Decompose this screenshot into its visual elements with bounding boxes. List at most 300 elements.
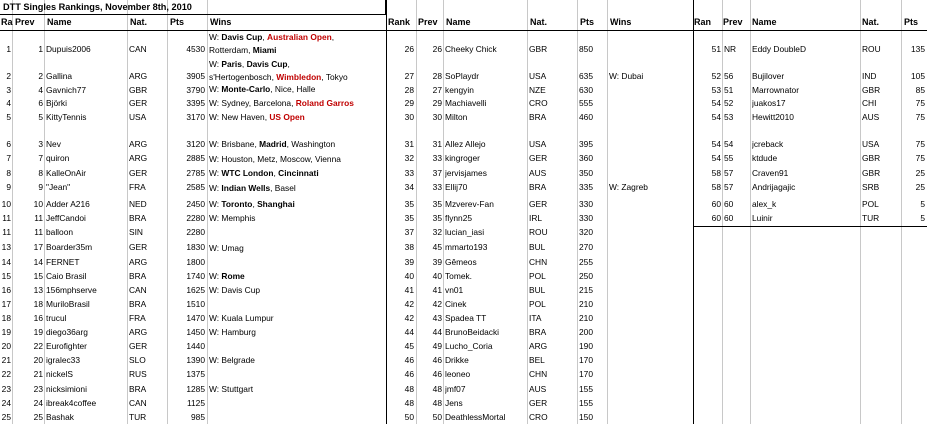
wins-segment: W: Kuala Lumpur — [209, 313, 274, 323]
points: 170 — [579, 369, 593, 379]
nationality: GER — [529, 398, 548, 408]
nationality: AUS — [862, 112, 880, 122]
rank-cell: 3 — [6, 85, 11, 95]
table-row — [386, 368, 693, 383]
rank-cell: 37 — [404, 227, 414, 237]
player-name: Luinir — [752, 213, 773, 223]
prev-cell: 40 — [432, 271, 442, 281]
wins-cell — [209, 270, 385, 283]
rank-cell: 44 — [404, 327, 414, 337]
nationality: CHN — [529, 257, 548, 267]
prev-cell: 7 — [38, 153, 43, 163]
wins-segment: W: Brisbane, — [209, 139, 260, 149]
block1-header-nat: Nat. — [130, 17, 148, 27]
wins-cell — [209, 97, 385, 110]
points: 555 — [579, 98, 593, 108]
points: 3905 — [186, 71, 205, 81]
player-name: Spadea TT — [445, 313, 487, 323]
prev-cell: 14 — [33, 257, 43, 267]
wins-segment: , — [262, 32, 268, 42]
player-name: Ellij70 — [445, 182, 468, 192]
wins-cell — [209, 83, 385, 96]
points: 215 — [579, 285, 593, 295]
points: 460 — [579, 112, 593, 122]
points: 210 — [579, 299, 593, 309]
nationality: CHN — [529, 369, 548, 379]
player-name: Andrijagajic — [752, 182, 796, 192]
nationality: FRA — [129, 313, 146, 323]
nationality: GER — [529, 153, 548, 163]
points: 1800 — [186, 257, 205, 267]
player-name: DeathlessMortal — [445, 412, 506, 422]
nationality: GBR — [862, 153, 881, 163]
player-name: trucul — [46, 313, 67, 323]
nationality: GER — [529, 199, 548, 209]
prev-cell: 60 — [724, 213, 734, 223]
rank-cell: 28 — [404, 85, 414, 95]
wins-segment: W: Hamburg — [209, 327, 256, 337]
wins-cell — [209, 44, 385, 57]
table-row — [0, 397, 386, 411]
table-row — [0, 196, 386, 212]
points: 25 — [915, 182, 925, 192]
player-name: quiron — [46, 153, 70, 163]
player-name: Lucho_Coria — [445, 341, 493, 351]
points: 3170 — [186, 112, 205, 122]
table-row — [0, 167, 386, 181]
wins-segment: Rotterdam, — [209, 45, 253, 55]
nationality: GER — [129, 98, 148, 108]
prev-cell: 46 — [432, 369, 442, 379]
nationality: GBR — [129, 85, 148, 95]
table-row — [0, 284, 386, 298]
player-name: ktdude — [752, 153, 778, 163]
wins-segment: W: Belgrade — [209, 355, 255, 365]
table-row — [386, 284, 693, 298]
rank-cell: 32 — [404, 153, 414, 163]
prev-cell: 33 — [432, 153, 442, 163]
player-name: kingroger — [445, 153, 480, 163]
prev-cell: 43 — [432, 313, 442, 323]
prev-cell: 57 — [724, 182, 734, 192]
rank-cell: 4 — [6, 98, 11, 108]
block1-header-pts: Pts — [170, 17, 185, 27]
nationality: CHI — [862, 98, 877, 108]
table-row — [386, 84, 693, 97]
table-row — [0, 84, 386, 97]
player-name: Mzverev-Fan — [445, 199, 494, 209]
table-row — [386, 111, 693, 125]
points: 85 — [915, 85, 925, 95]
player-name: Drikke — [445, 355, 469, 365]
prev-cell: 48 — [432, 398, 442, 408]
table-row — [386, 57, 693, 84]
nationality: GER — [129, 341, 148, 351]
player-name: Cheeky Chick — [445, 44, 497, 54]
wins-segment: , — [241, 59, 247, 69]
table-row — [0, 30, 386, 57]
player-name: Caio Brasil — [46, 271, 87, 281]
wins-segment: W: New Haven, — [209, 112, 270, 122]
prev-cell: 13 — [33, 285, 43, 295]
table-row — [693, 57, 927, 84]
player-name: Marrownator — [752, 85, 800, 95]
rank-cell: 42 — [404, 299, 414, 309]
nationality: AUS — [529, 168, 547, 178]
prev-cell: 20 — [33, 355, 43, 365]
nationality: USA — [529, 71, 547, 81]
points: 3790 — [186, 85, 205, 95]
table-row — [386, 241, 693, 256]
rank-cell: 58 — [711, 168, 721, 178]
nationality: USA — [862, 139, 880, 149]
wins-segment: Paris — [221, 59, 242, 69]
player-name: mmarto193 — [445, 242, 488, 252]
prev-cell: 54 — [724, 139, 734, 149]
player-name: MuriloBrasil — [46, 299, 90, 309]
table-row — [386, 125, 693, 152]
table-row — [0, 326, 386, 340]
prev-cell: 18 — [33, 299, 43, 309]
player-name: ibreak4coffee — [46, 398, 97, 408]
points: 330 — [579, 213, 593, 223]
player-name: Craven91 — [752, 168, 789, 178]
points: 250 — [579, 271, 593, 281]
prev-cell: 51 — [724, 85, 734, 95]
player-name: Eddy DoubleD — [752, 44, 807, 54]
wins-segment: Shanghai — [257, 199, 295, 209]
player-name: Jens — [445, 398, 463, 408]
rank-cell: 24 — [1, 398, 11, 408]
points: 200 — [579, 327, 593, 337]
wins-segment: s'Hertogenbosch, — [209, 72, 277, 82]
nationality: CRO — [529, 412, 548, 422]
nationality: GER — [129, 242, 148, 252]
table-row — [0, 411, 386, 424]
table-row — [386, 354, 693, 368]
points: 330 — [579, 199, 593, 209]
table-row — [0, 181, 386, 196]
rank-cell: 46 — [404, 369, 414, 379]
nationality: GBR — [529, 44, 548, 54]
table-row — [386, 167, 693, 181]
nationality: BUL — [529, 242, 546, 252]
wins-segment: W: Sydney, Barcelona, — [209, 98, 296, 108]
rank-cell: 60 — [711, 199, 721, 209]
points: 1510 — [186, 299, 205, 309]
table-row — [0, 298, 386, 312]
table-row — [0, 368, 386, 383]
wins-cell — [209, 383, 385, 396]
player-name: Adder A216 — [46, 199, 90, 209]
prev-cell: 25 — [33, 412, 43, 422]
points: 255 — [579, 257, 593, 267]
player-name: Allez Allejo — [445, 139, 486, 149]
wins-segment: W: — [209, 271, 222, 281]
wins-segment: , Tokyo — [321, 72, 348, 82]
prev-cell: 50 — [432, 412, 442, 422]
player-name: juakos17 — [752, 98, 786, 108]
block1-header-wins: Wins — [210, 17, 232, 27]
prev-cell: 4 — [38, 85, 43, 95]
player-name: Boarder35m — [46, 242, 93, 252]
points: 5 — [920, 213, 925, 223]
player-name: jmf07 — [445, 384, 466, 394]
block3-header-pts: Pts — [904, 17, 919, 27]
nationality: GBR — [862, 85, 881, 95]
table-row — [386, 326, 693, 340]
nationality: CAN — [129, 398, 147, 408]
player-name: igralec33 — [46, 355, 80, 365]
nationality: BRA — [529, 182, 547, 192]
block1-header-name: Name — [47, 17, 72, 27]
player-name: "Jean" — [46, 182, 71, 192]
rank-cell: 53 — [711, 85, 721, 95]
block2-header-name: Name — [446, 17, 471, 27]
sheet-title: DTT Singles Rankings, November 8th, 2010 — [0, 0, 386, 15]
rank-cell: 42 — [404, 313, 414, 323]
table-row — [693, 30, 927, 57]
player-name: KalleOnAir — [46, 168, 87, 178]
nationality: IND — [862, 71, 877, 81]
points: 150 — [579, 412, 593, 422]
table-row — [386, 181, 693, 196]
rank-cell: 35 — [404, 213, 414, 223]
points: 170 — [579, 355, 593, 365]
block3-header-nat: Nat. — [862, 17, 880, 27]
points: 635 — [579, 71, 593, 81]
table-row — [693, 167, 927, 181]
nationality: POL — [529, 271, 546, 281]
prev-cell: 49 — [432, 341, 442, 351]
table-row — [0, 241, 386, 256]
nationality: GBR — [862, 168, 881, 178]
points: 75 — [915, 139, 925, 149]
wins-segment: Davis Cup — [221, 32, 263, 42]
rank-cell: 19 — [1, 327, 11, 337]
prev-cell: 27 — [432, 85, 442, 95]
points: 2585 — [186, 182, 205, 192]
prev-cell: 19 — [33, 327, 43, 337]
wins-segment: , — [252, 199, 258, 209]
wins-segment: Roland Garros — [295, 98, 354, 108]
rank-cell: 54 — [711, 139, 721, 149]
nationality: IRL — [529, 213, 543, 223]
nationality: GER — [129, 168, 148, 178]
table-row — [693, 111, 927, 125]
points: 320 — [579, 227, 593, 237]
wins-segment: Monte-Carlo — [221, 84, 271, 94]
prev-cell: 11 — [34, 227, 43, 237]
points: 2280 — [186, 213, 205, 223]
player-name: diego36arg — [46, 327, 88, 337]
prev-cell: 6 — [38, 98, 43, 108]
rank-cell: 48 — [404, 384, 414, 394]
table-row — [693, 181, 927, 196]
rank-cell: 33 — [404, 168, 414, 178]
prev-cell: 44 — [432, 327, 442, 337]
table-row — [386, 397, 693, 411]
nationality: BRA — [129, 384, 147, 394]
points: 2785 — [186, 168, 205, 178]
player-name: BrunoBeidacki — [445, 327, 500, 337]
points: 135 — [911, 44, 925, 54]
rank-cell: 13 — [1, 242, 11, 252]
wins-cell — [209, 182, 385, 195]
nationality: POL — [862, 199, 879, 209]
nationality: TUR — [862, 213, 880, 223]
wins-segment: Australian Open — [267, 32, 332, 42]
table-row — [0, 256, 386, 270]
nationality: USA — [129, 112, 147, 122]
prev-cell: 48 — [432, 384, 442, 394]
wins-cell: W: Zagreb — [609, 182, 648, 192]
player-name: leoneo — [445, 369, 471, 379]
rank-cell: 1 — [6, 44, 11, 54]
table-row — [386, 226, 693, 241]
prev-cell: 33 — [432, 182, 442, 192]
points: 1375 — [186, 369, 205, 379]
table-row — [0, 152, 386, 167]
wins-cell — [209, 326, 385, 339]
prev-cell: NR — [724, 44, 737, 54]
table-row — [693, 84, 927, 97]
points: 2280 — [186, 227, 205, 237]
prev-cell: 29 — [432, 98, 442, 108]
points: 1285 — [186, 384, 205, 394]
rank-cell: 27 — [404, 71, 414, 81]
rank-cell: 45 — [404, 341, 414, 351]
table-row — [693, 125, 927, 152]
rank-cell: 7 — [6, 153, 11, 163]
rank-cell: 14 — [1, 257, 11, 267]
rank-cell: 6 — [6, 139, 11, 149]
prev-cell: 26 — [432, 44, 442, 54]
points: 75 — [915, 153, 925, 163]
block1-header-prev: Prev — [15, 17, 35, 27]
wins-segment: W: — [209, 183, 222, 193]
points: 4530 — [186, 44, 205, 54]
points: 5 — [920, 199, 925, 209]
points: 75 — [915, 112, 925, 122]
wins-segment: W: — [209, 168, 222, 178]
rank-cell: 38 — [404, 242, 414, 252]
prev-cell: 22 — [33, 341, 43, 351]
rank-cell: 11 — [2, 227, 11, 237]
prev-cell: 60 — [724, 199, 734, 209]
table-row — [0, 270, 386, 284]
wins-segment: Toronto — [221, 199, 253, 209]
player-name: Dupuis2006 — [46, 44, 91, 54]
rank-cell: 15 — [1, 271, 11, 281]
player-name: Bashak — [46, 412, 74, 422]
points: 1125 — [186, 398, 205, 408]
player-name: nicksimioni — [46, 384, 87, 394]
block-divider-1 — [386, 0, 387, 424]
wins-segment: , Basel — [270, 183, 296, 193]
prev-cell: 37 — [432, 168, 442, 178]
block2-header-wins: Wins — [610, 17, 632, 27]
prev-cell: 9 — [38, 182, 43, 192]
prev-cell: 28 — [432, 71, 442, 81]
player-name: SoPlaydr — [445, 71, 479, 81]
wins-cell — [209, 111, 385, 124]
block-divider-2 — [693, 0, 694, 424]
prev-cell: 5 — [38, 112, 43, 122]
prev-cell: 39 — [432, 257, 442, 267]
rank-cell: 5 — [6, 112, 11, 122]
nationality: TUR — [129, 412, 147, 422]
rank-cell: 9 — [6, 182, 11, 192]
prev-cell: 52 — [724, 98, 734, 108]
wins-cell — [209, 284, 385, 297]
prev-cell: 55 — [724, 153, 734, 163]
rank-cell: 16 — [1, 285, 11, 295]
prev-cell: 2 — [38, 71, 43, 81]
wins-cell — [209, 212, 385, 225]
player-name: Cinek — [445, 299, 467, 309]
wins-segment: Miami — [252, 45, 277, 55]
points: 25 — [915, 168, 925, 178]
points: 1440 — [186, 341, 205, 351]
nationality: ARG — [129, 71, 148, 81]
rank-cell: 29 — [404, 98, 414, 108]
player-name: Gavnich77 — [46, 85, 87, 95]
prev-cell: 8 — [38, 168, 43, 178]
rank-cell: 50 — [404, 412, 414, 422]
table-row — [0, 340, 386, 354]
points: 395 — [579, 139, 593, 149]
nationality: SRB — [862, 182, 880, 192]
wins-cell — [209, 138, 385, 151]
wins-cell — [209, 31, 385, 44]
wins-cell — [209, 167, 385, 180]
player-name: Gêmeos — [445, 257, 477, 267]
points: 270 — [579, 242, 593, 252]
rank-cell: 30 — [404, 112, 414, 122]
prev-cell: 16 — [33, 313, 43, 323]
nationality: NED — [129, 199, 147, 209]
wins-segment: Indian Wells — [221, 183, 271, 193]
player-name: JeffCandoi — [46, 213, 86, 223]
nationality: POL — [529, 299, 546, 309]
prev-cell: 17 — [33, 242, 43, 252]
nationality: ARG — [129, 257, 148, 267]
nationality: SLO — [129, 355, 146, 365]
block3-header-name: Name — [752, 17, 777, 27]
table-row — [0, 212, 386, 226]
player-name: vn01 — [445, 285, 464, 295]
player-name: balloon — [46, 227, 74, 237]
player-name: jcreback — [752, 139, 784, 149]
player-name: Gallina — [46, 71, 73, 81]
table-row — [386, 270, 693, 284]
wins-segment: W: Stuttgart — [209, 384, 254, 394]
rank-cell: 20 — [1, 341, 11, 351]
rank-cell: 25 — [1, 412, 11, 422]
prev-cell: 45 — [432, 242, 442, 252]
points: 1450 — [186, 327, 205, 337]
prev-cell: 42 — [432, 299, 442, 309]
prev-cell: 30 — [432, 112, 442, 122]
rank-cell: 2 — [6, 71, 11, 81]
player-name: alex_k — [752, 199, 777, 209]
table-row — [386, 196, 693, 212]
rank-cell: 51 — [711, 44, 721, 54]
nationality: NZE — [529, 85, 546, 95]
prev-cell: 31 — [432, 139, 442, 149]
player-name: 156mphserve — [46, 285, 97, 295]
